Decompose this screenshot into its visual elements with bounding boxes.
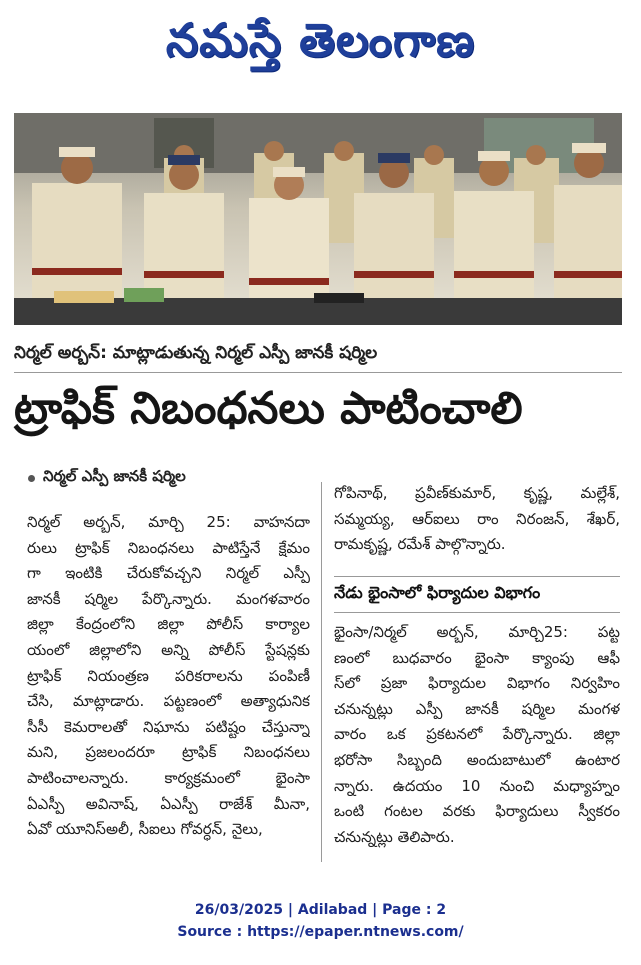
- text-line: చనున్నట్లు తెలిపారు.: [334, 827, 455, 846]
- police-group-photo: [14, 113, 622, 325]
- text-line: గోపినాథ్, ప్రవీణ్‌కుమార్, కృష్ణ, మల్లేశ్,: [334, 484, 620, 502]
- text-line: జిల్లా కేంద్రంలోని జిల్లా పోలీస్ కార్యాల: [27, 615, 310, 634]
- article-right-column-top: [334, 481, 620, 558]
- text-line: ట్రాఫిక్ నియంత్రణ పరికరాలను పంపిణీ: [27, 666, 310, 685]
- article-right-column-bottom: [334, 620, 620, 850]
- column-divider: [321, 482, 322, 862]
- text-line: ఏఎస్పీ అవినాష్, ఏఎస్పీ రాజేశ్ మీనా,: [27, 794, 310, 813]
- article-left-column: [27, 510, 310, 843]
- divider: [334, 576, 620, 577]
- text-line: నిర్మల్ అర్బన్, మార్చి 25: వాహనదా: [27, 513, 310, 531]
- headline: ట్రాఫిక్ నిబంధనలు పాటించాలి: [14, 383, 523, 434]
- text-line: న్నారు. ఉదయం 10 నుంచి మధ్యాహ్నం: [334, 776, 620, 795]
- text-line: ణంలో బుధవారం భైంసా క్యాంపు ఆఫీ: [334, 648, 620, 667]
- text-line: పాటించాలన్నారు. కార్యక్రమంలో భైంసా: [27, 768, 310, 787]
- text-line: భైంసా/నిర్మల్ అర్బన్, మార్చి25: పట్ట: [334, 623, 620, 641]
- text-line: రామకృష్ణ, రమేశ్ పాల్గొన్నారు.: [334, 535, 506, 554]
- photo-caption: నిర్మల్ అర్బన్: మాట్లాడుతున్న నిర్మల్ ఎస్పీ జానకీ షర్మిల: [14, 343, 378, 363]
- text-line: సీసీ కెమరాలతో నిఘాను పటిష్టం చేస్తున్నా: [27, 717, 310, 736]
- text-line: వారం ఒక ప్రకటనలో పేర్కొన్నారు. జిల్లా: [334, 725, 620, 744]
- text-line: స్‌లో ప్రజా ఫిర్యాదుల విభాగం నిర్వహిం: [334, 674, 620, 693]
- text-line: ఏవో యూనిస్‌అలీ, సీఐలు గోవర్ధన్, నైలు,: [27, 820, 263, 839]
- divider: [14, 372, 622, 373]
- news-photo: [14, 113, 622, 325]
- text-line: జానకీ షర్మిల పేర్కొన్నారు. మంగళవారం: [27, 589, 310, 608]
- text-line: మని, ప్రజలందరూ ట్రాఫిక్ నిబంధనలు: [27, 743, 310, 762]
- masthead: [0, 0, 641, 92]
- byline: [28, 467, 186, 489]
- byline-text: నిర్మల్ ఎస్పీ జానకీ షర్మిల: [43, 467, 186, 485]
- text-line: సమ్మయ్య, ఆర్ఐలు రాం నిరంజన్, శేఖర్,: [334, 509, 620, 528]
- text-line: చేసి, మాట్లాడారు. పట్టణంలో అత్యాధునిక: [27, 692, 310, 711]
- text-line: యంలో జిల్లాలోని అన్ని పోలీస్ స్టేషన్లకు: [27, 640, 310, 659]
- newspaper-logo: నమస్తే తెలంగాణ: [165, 13, 476, 67]
- text-line: భరోసా సిబ్బంది అందుబాటులో ఉంటార: [334, 750, 620, 769]
- text-line: ఒంటి గంటల వరకు ఫిర్యాదులు స్వీకరం: [334, 802, 620, 821]
- divider: [334, 612, 620, 613]
- text-line: రులు ట్రాఫిక్ నిబంధనలు పాటిస్తేనే క్షేమం: [27, 538, 310, 557]
- footer-date-line: 26/03/2025 | Adilabad | Page : 2: [194, 902, 447, 918]
- text-line: గా ఇంటికి చేరుకోవచ్చని నిర్మల్ ఎస్పీ: [27, 564, 310, 583]
- footer-source-link[interactable]: Source : https://epaper.ntnews.com/: [177, 924, 464, 940]
- bullet-icon: [28, 475, 35, 482]
- subheadline: నేడు భైంసాలో ఫిర్యాదుల విభాగం: [334, 583, 541, 602]
- text-line: చనున్నట్లు ఎస్పీ జానకీ షర్మిల మంగళ: [334, 699, 620, 718]
